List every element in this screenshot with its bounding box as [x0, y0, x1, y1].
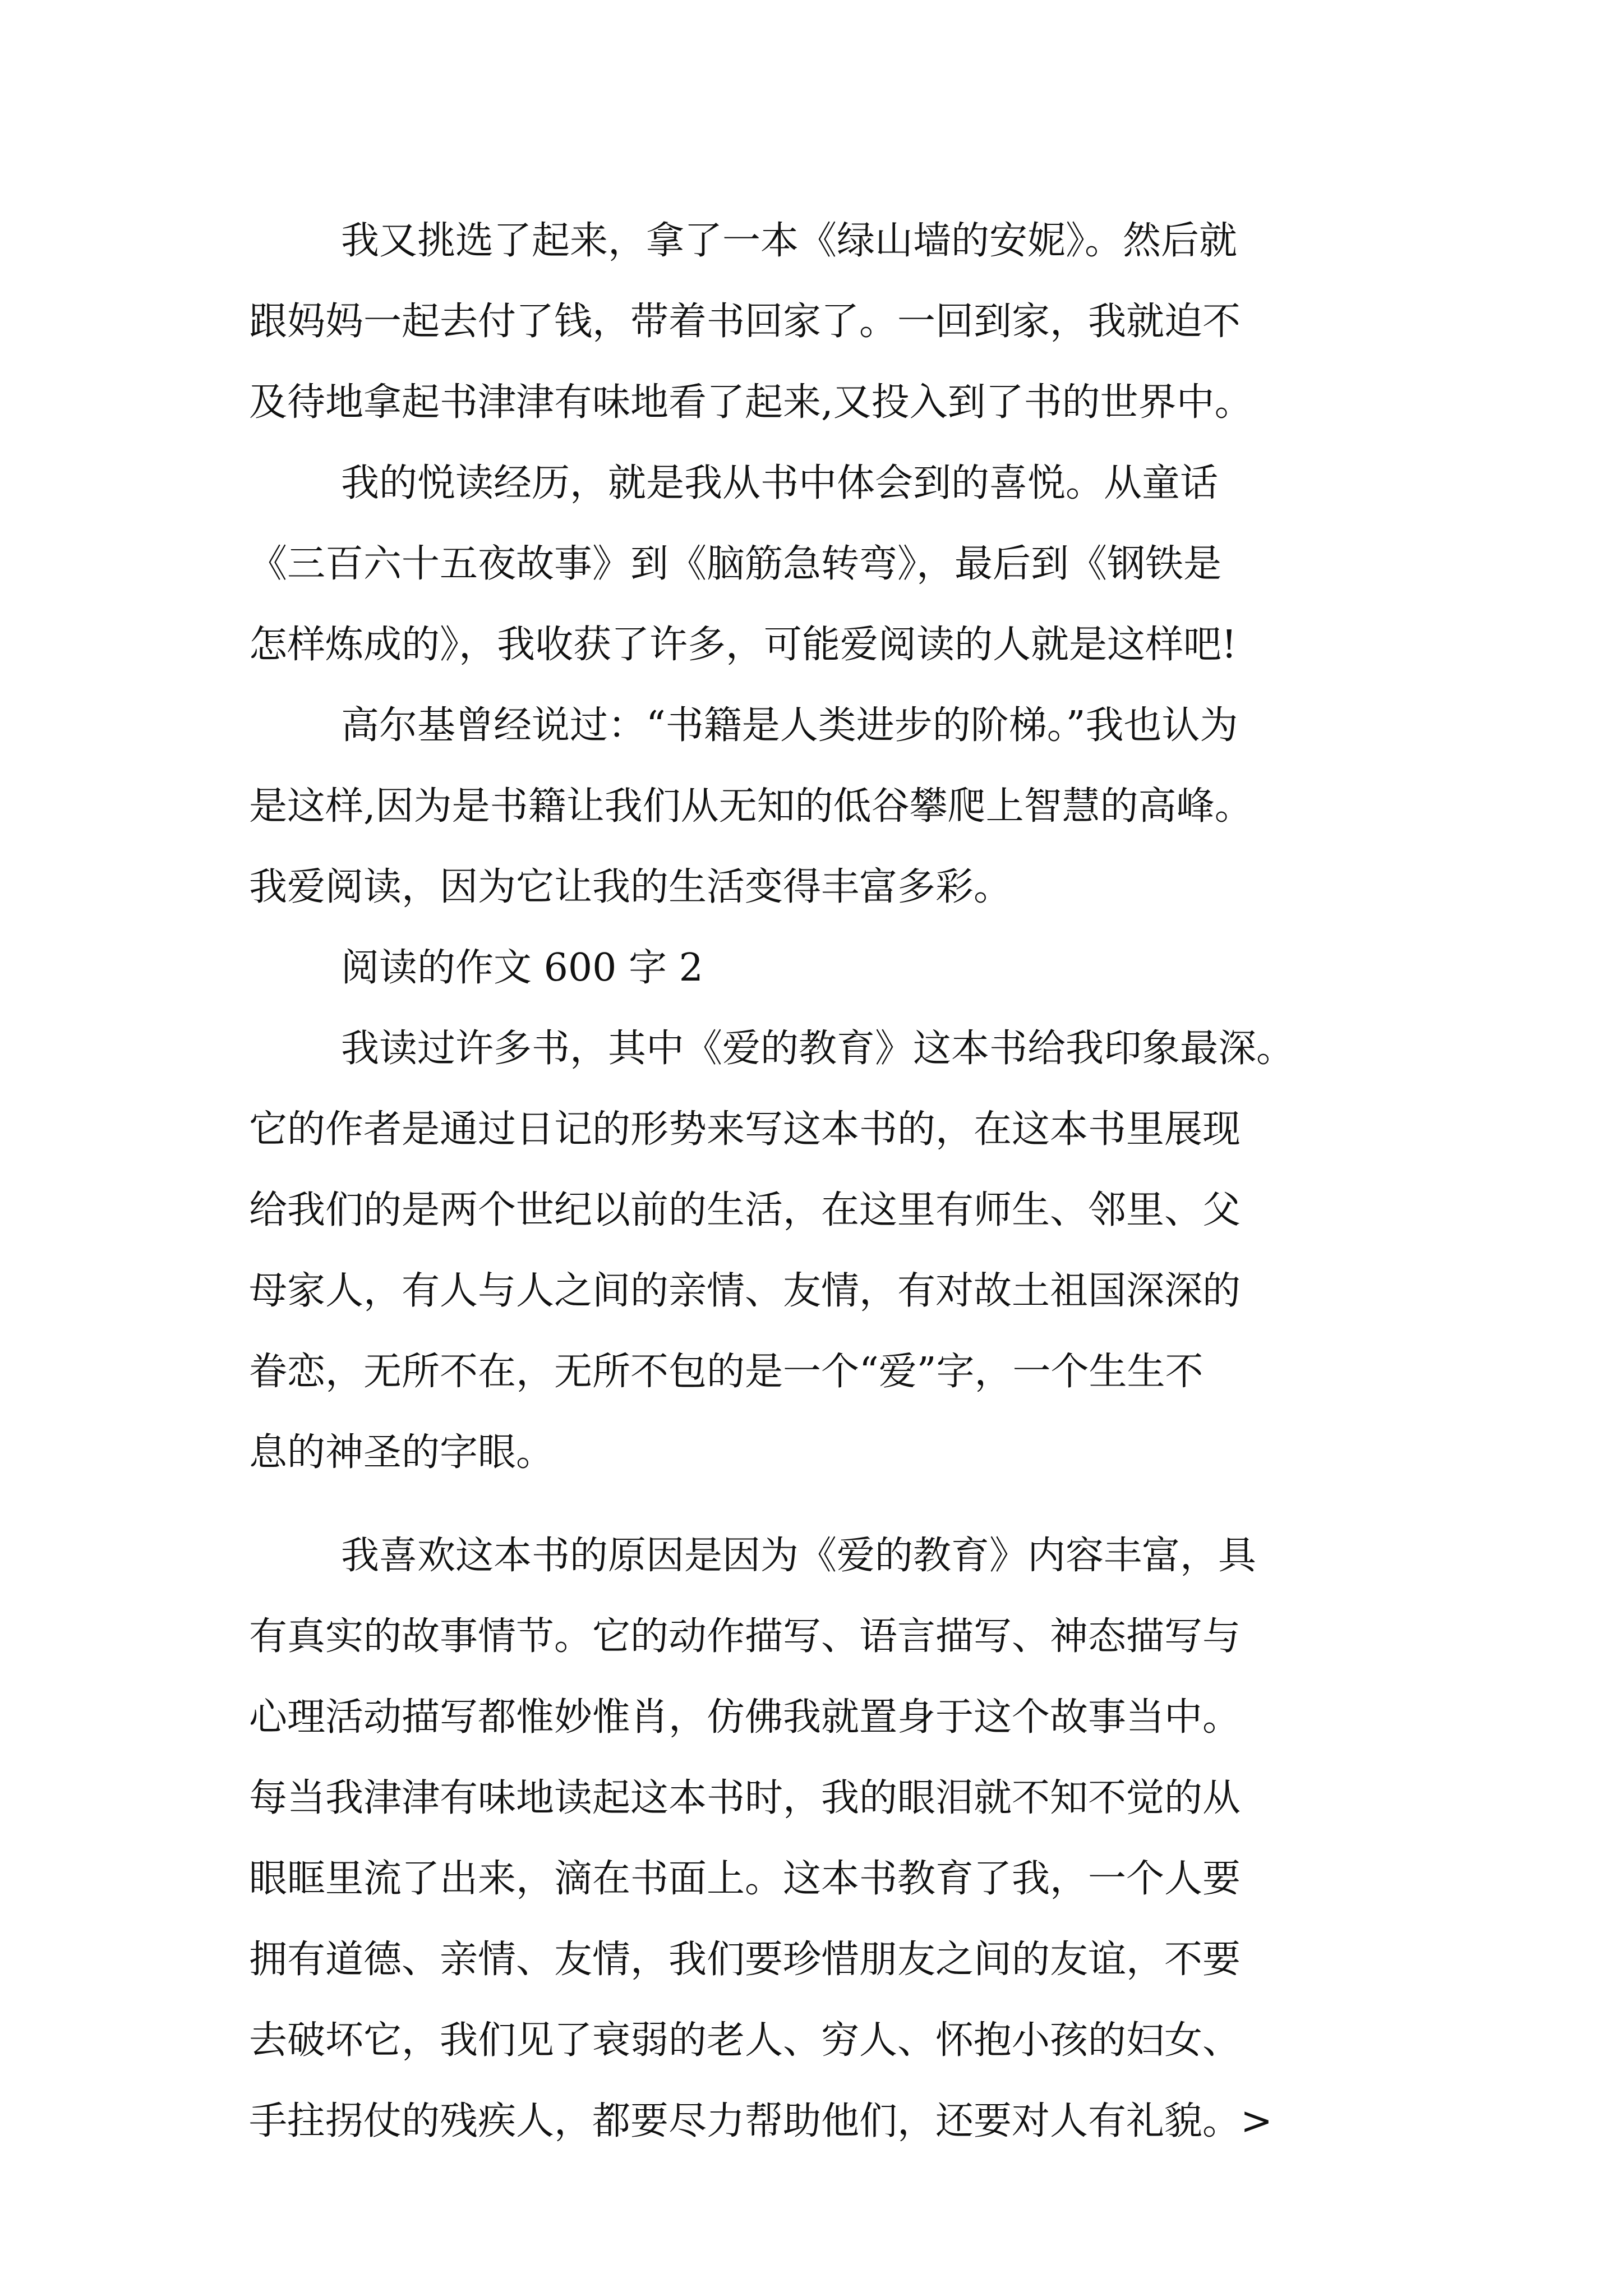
- text-line: 及待地拿起书津津有味地看了起来,又投入到了书的世界中。: [249, 380, 1253, 425]
- document-body: [249, 201, 1415, 2162]
- text-line: 跟妈妈一起去付了钱，带着书回家了。一回到家，我就迫不: [249, 300, 1241, 344]
- text-line: 眼眶里流了出来，滴在书面上。这本书教育了我，一个人要: [249, 1857, 1241, 1901]
- text-line: 高尔基曾经说过：“书籍是人类进步的阶梯。”我也认为: [341, 703, 1238, 748]
- text-line: 《三百六十五夜故事》到《脑筋急转弯》，最后到《钢铁是: [249, 542, 1222, 586]
- text-line: 我又挑选了起来，拿了一本《绿山墙的安妮》。然后就: [341, 219, 1238, 263]
- text-line: 心理活动描写都惟妙惟肖，仿佛我就置身于这个故事当中。: [249, 1695, 1241, 1740]
- text-line: 它的作者是通过日记的形势来写这本书的，在这本书里展现: [249, 1107, 1241, 1152]
- text-line: 每当我津津有味地读起这本书时，我的眼泪就不知不觉的从: [249, 1776, 1241, 1820]
- text-line: 我的悦读经历，就是我从书中体会到的喜悦。从童话: [341, 461, 1219, 505]
- text-line: 我喜欢这本书的原因是因为《爱的教育》内容丰富，具: [341, 1534, 1257, 1578]
- text-line: 手拄拐仗的残疾人，都要尽力帮助他们，还要对人有礼貌。>: [249, 2099, 1272, 2143]
- text-line: 我读过许多书，其中《爱的教育》这本书给我印象最深。: [341, 1027, 1295, 1071]
- text-line: 眷恋，无所不在，无所不包的是一个“爱”字，一个生生不: [249, 1350, 1204, 1394]
- text-line: 我爱阅读，因为它让我的生活变得丰富多彩。: [249, 865, 1012, 909]
- text-line: 母家人，有人与人之间的亲情、友情，有对故土祖国深深的: [249, 1269, 1241, 1313]
- text-line: 给我们的是两个世纪以前的生活，在这里有师生、邻里、父: [249, 1188, 1241, 1232]
- text-line: 息的神圣的字眼。: [249, 1430, 555, 1475]
- text-line: 拥有道德、亲情、友情，我们要珍惜朋友之间的友谊，不要: [249, 1938, 1241, 1982]
- text-line: 怎样炼成的》，我收获了许多，可能爱阅读的人就是这样吧!: [249, 623, 1237, 667]
- section-heading: 阅读的作文 600 字 2: [341, 946, 703, 990]
- text-line: 是这样,因为是书籍让我们从无知的低谷攀爬上智慧的高峰。: [249, 784, 1253, 829]
- text-line: 去破坏它，我们见了衰弱的老人、穷人、怀抱小孩的妇女、: [249, 2018, 1241, 2063]
- text-line: 有真实的故事情节。它的动作描写、语言描写、神态描写与: [249, 1614, 1241, 1659]
